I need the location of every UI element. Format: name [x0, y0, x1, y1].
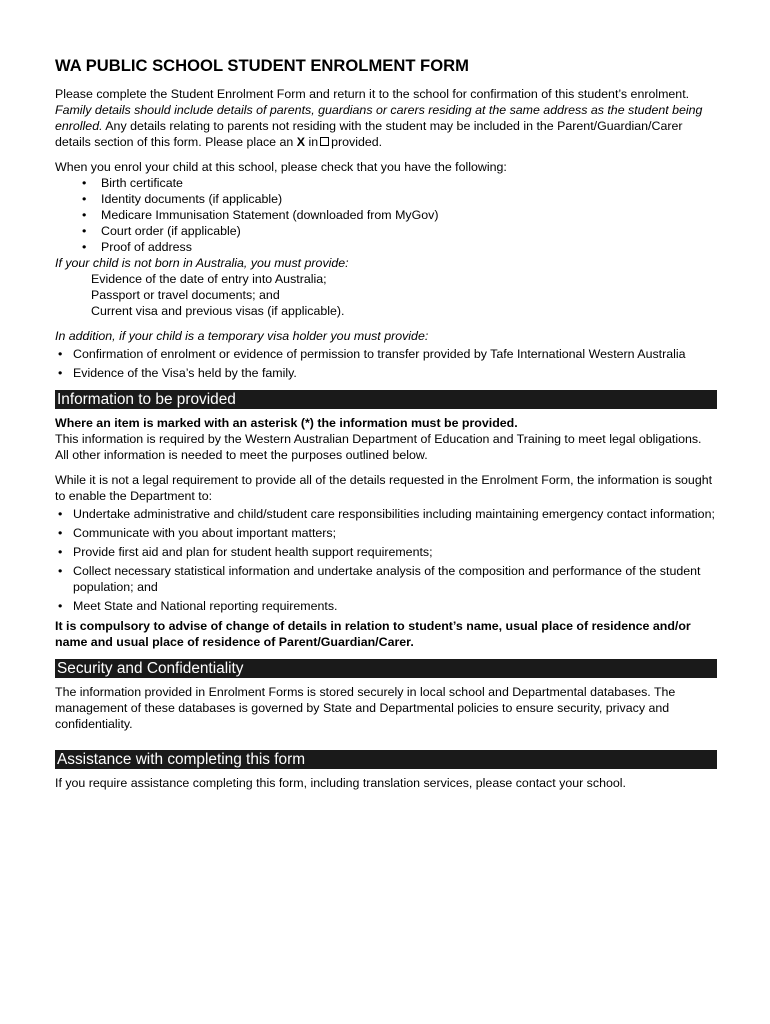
temp-visa-list	[55, 346, 717, 381]
section-heading-security: Security and Confidentiality	[55, 659, 717, 678]
asterisk-notice-text: Where an item is marked with an asterisk (*) the information must be provided.	[55, 416, 518, 430]
list-item: • Communicate with you about important matters;	[73, 525, 717, 541]
list-item: Evidence of the date of entry into Australia;	[91, 272, 327, 286]
form-title: WA PUBLIC SCHOOL STUDENT ENROLMENT FORM	[55, 56, 469, 75]
list-item: • Proof of address	[101, 239, 717, 255]
list-item: • Undertake administrative and child/student care responsibilities including maintaining emergency contact information;	[73, 506, 717, 522]
not-born-list	[55, 271, 717, 319]
list-item: Passport or travel documents; and	[91, 288, 280, 302]
info-paragraph-2: While it is not a legal requirement to provide all of the details requested in the Enrolment Form, the information is sought to enable the Department to:	[55, 473, 713, 503]
compulsory-notice-text: It is compulsory to advise of change of details in relation to student’s name, usual place of residence and/or name and usual place of residence of Parent/Guardian/Carer.	[55, 619, 691, 649]
list-item: Current visa and previous visas (if applicable).	[91, 304, 345, 318]
compulsory-notice	[55, 618, 717, 650]
intro-x-mark: X	[296, 135, 306, 149]
intro-text-after: Any details relating to parents not residing with the student may be included in the Parent/Guardian/Carer details section of this form. Please place an	[55, 119, 683, 149]
intro-end: provided.	[331, 135, 383, 149]
list-item: • Confirmation of enrolment or evidence of permission to transfer provided by Tafe International Western Australia	[73, 346, 717, 362]
asterisk-notice	[55, 415, 717, 431]
purpose-list	[55, 506, 717, 614]
list-item: • Meet State and National reporting requirements.	[73, 598, 717, 614]
section-heading-assistance: Assistance with completing this form	[55, 750, 717, 769]
info-paragraph-1: This information is required by the Western Australian Department of Education and Training to meet legal obligations. All other information is needed to meet the purposes outlined below.	[55, 432, 702, 462]
intro-text: Please complete the Student Enrolment Form and return it to the school for confirmation of this student’s enrolment.	[55, 87, 690, 101]
list-item: • Birth certificate	[101, 175, 717, 191]
intro-paragraph	[55, 86, 717, 150]
list-item: • Collect necessary statistical information and undertake analysis of the composition and performance of the student population; and	[73, 563, 717, 595]
security-paragraph: The information provided in Enrolment Forms is stored securely in local school and Departmental databases. The management of these databases is governed by State and Departmental policies to ensure security, privacy and confidentiality.	[55, 685, 676, 731]
checkbox-icon	[320, 137, 329, 146]
list-item: • Medicare Immunisation Statement (downloaded from MyGov)	[101, 207, 717, 223]
list-item: • Court order (if applicable)	[101, 223, 717, 239]
list-item: • Provide first aid and plan for student health support requirements;	[73, 544, 717, 560]
temp-visa-lead-text: In addition, if your child is a temporary visa holder you must provide:	[55, 329, 429, 343]
checklist-list	[55, 175, 717, 255]
assistance-paragraph: If you require assistance completing this form, including translation services, please contact your school.	[55, 776, 626, 790]
list-item: • Identity documents (if applicable)	[101, 191, 717, 207]
intro-in: in	[308, 135, 319, 149]
intro-italic-text: Family details should include details of parents, guardians or carers residing at the same address as the student being enrolled.	[55, 103, 703, 133]
temp-visa-lead	[55, 328, 717, 344]
not-born-lead-text: If your child is not born in Australia, you must provide:	[55, 256, 349, 270]
list-item: • Evidence of the Visa’s held by the family.	[73, 365, 717, 381]
checklist-lead: When you enrol your child at this school, please check that you have the following:	[55, 160, 507, 174]
not-born-lead	[55, 255, 717, 271]
section-heading-information: Information to be provided	[55, 390, 717, 409]
document-content	[55, 56, 717, 791]
